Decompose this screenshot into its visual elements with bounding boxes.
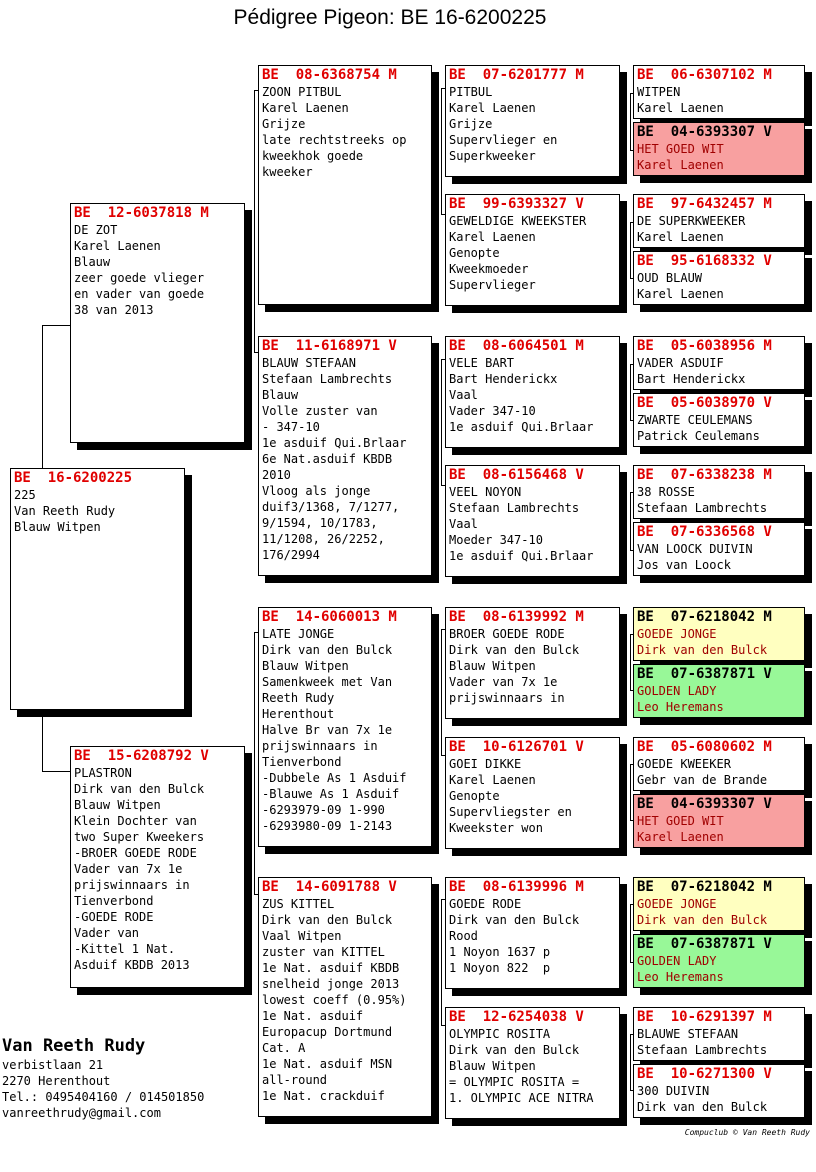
info-line: Blauw Witpen [262, 659, 349, 673]
ring-number: BE 12-6037818 M [74, 205, 209, 221]
info-line: 1e Nat. asduif [262, 1009, 364, 1023]
info-line: = OLYMPIC ROSITA = [449, 1075, 580, 1089]
info-line: Supervlieger [449, 278, 536, 292]
ring-number: BE 04-6393307 V [637, 796, 772, 812]
connector-line [42, 771, 70, 772]
ancestor-card [633, 1064, 805, 1118]
info-line: Vader van [74, 926, 140, 940]
info-line: Dirk van den Bulck [449, 913, 580, 927]
subject-pigeon-card [10, 468, 185, 710]
info-line: 2010 [262, 468, 291, 482]
info-line: -6293980-09 1-2143 [262, 819, 393, 833]
info-line: 9/1594, 10/1783, [262, 516, 378, 530]
info-line: Stefaan Lambrechts [449, 501, 580, 515]
info-line: Karel Laenen [262, 101, 349, 115]
info-line: Stefaan Lambrechts [637, 1043, 768, 1057]
info-line: en vader van goede [74, 287, 205, 301]
ring-number: BE 07-6218042 M [637, 879, 772, 895]
info-line: Tienverbond [74, 894, 154, 908]
ring-number: BE 07-6218042 M [637, 609, 772, 625]
info-line: Tienverbond [262, 755, 342, 769]
info-line: Moeder 347-10 [449, 533, 543, 547]
ring-number: BE 07-6387871 V [637, 666, 772, 682]
footer-credit: Compuclub © Van Reeth Rudy [684, 1128, 810, 1137]
info-line: ZWARTE CEULEMANS [637, 413, 753, 427]
info-line: Cat. A [262, 1041, 306, 1055]
info-line: kweekhok goede [262, 149, 364, 163]
ancestor-card [633, 393, 805, 447]
info-line: duif3/1368, 7/1277, [262, 500, 400, 514]
info-line: 1e Nat. crackduif [262, 1089, 385, 1103]
connector-line [630, 364, 631, 420]
info-line: prijswinnaars in [449, 691, 565, 705]
info-line: Karel Laenen [449, 773, 536, 787]
info-line: Vaal Witpen [262, 929, 342, 943]
ring-number: BE 07-6201777 M [449, 67, 584, 83]
info-line: Asduif KBDB 2013 [74, 958, 190, 972]
info-line: 176/2994 [262, 548, 320, 562]
ancestor-card [633, 336, 805, 390]
info-line: PLASTRON [74, 766, 132, 780]
info-line: DE ZOT [74, 223, 118, 237]
info-line: Dirk van den Bulck [262, 643, 393, 657]
info-line: Jos van Loock [637, 558, 731, 572]
info-line: DE SUPERKWEEKER [637, 214, 746, 228]
connector-line [441, 899, 442, 1025]
ring-number: BE 07-6387871 V [637, 936, 772, 952]
info-line: Leo Heremans [637, 700, 724, 714]
info-line: 38 van 2013 [74, 303, 154, 317]
connector-line [42, 325, 43, 469]
great-grandparent-card [445, 194, 620, 306]
grandparent-card [258, 65, 432, 305]
ancestor-card [633, 522, 805, 576]
info-line: 1 Noyon 822 p [449, 961, 551, 975]
info-line: GOLDEN LADY [637, 684, 717, 698]
info-line: Karel Laenen [637, 287, 724, 301]
info-line: 1e asduif Qui.Brlaar [262, 436, 407, 450]
page-title: Pédigree Pigeon: BE 16-6200225 [233, 6, 547, 29]
great-grandparent-card [445, 65, 620, 177]
connector-line [441, 88, 442, 214]
info-line: VADER ASDUIF [637, 356, 724, 370]
ring-number: BE 10-6291397 M [637, 1009, 772, 1025]
connector-line [441, 629, 442, 755]
info-line: HET GOED WIT [637, 814, 724, 828]
ring-number: BE 04-6393307 V [637, 124, 772, 140]
info-line: Europacup Dortmund [262, 1025, 393, 1039]
info-line: -GOEDE RODE [74, 910, 154, 924]
info-line: prijswinnaars in [262, 739, 378, 753]
info-line: OUD BLAUW [637, 271, 703, 285]
ancestor-card [633, 794, 805, 848]
info-line: Volle zuster van [262, 404, 378, 418]
info-line: HET GOED WIT [637, 142, 724, 156]
info-line: Karel Laenen [637, 830, 724, 844]
ring-number: BE 05-6038970 V [637, 395, 772, 411]
connector-line [630, 492, 631, 550]
info-line: Blauw [74, 255, 111, 269]
connector-line [254, 90, 255, 352]
info-line: Karel Laenen [637, 101, 724, 115]
info-line: 225 [14, 488, 36, 502]
info-line: BLAUWE STEFAAN [637, 1027, 739, 1041]
grandparent-card [258, 877, 432, 1117]
info-line: GOEDE RODE [449, 897, 522, 911]
info-line: zuster van KITTEL [262, 945, 385, 959]
info-line: Dirk van den Bulck [262, 913, 393, 927]
ring-number: BE 10-6126701 V [449, 739, 584, 755]
info-line: Karel Laenen [449, 230, 536, 244]
ring-number: BE 15-6208792 V [74, 748, 209, 764]
ring-number: BE 08-6064501 M [449, 338, 584, 354]
info-line: Stefaan Lambrechts [262, 372, 393, 386]
info-line: 1e Nat. asduif MSN [262, 1057, 393, 1071]
info-line: Klein Dochter van [74, 814, 197, 828]
connector-line [630, 222, 631, 278]
info-line: GOEDE KWEEKER [637, 757, 731, 771]
info-line: -Blauwe As 1 Asduif [262, 787, 400, 801]
ancestor-card [633, 737, 805, 791]
owner-name: Van Reeth Rudy [2, 1036, 146, 1056]
info-line: Reeth Rudy [262, 691, 335, 705]
info-line: GOEI DIKKE [449, 757, 522, 771]
info-line: Karel Laenen [74, 239, 161, 253]
ring-number: BE 99-6393327 V [449, 196, 584, 212]
grandparent-card [258, 607, 432, 847]
owner-city: 2270 Herenthout [2, 1074, 111, 1088]
info-line: Dirk van den Bulck [637, 1100, 768, 1114]
great-grandparent-card [445, 607, 620, 719]
connector-line [630, 634, 631, 690]
ring-number: BE 95-6168332 V [637, 253, 772, 269]
info-line: ZUS KITTEL [262, 897, 335, 911]
connector-line [630, 904, 631, 962]
owner-email: vanreethrudy@gmail.com [2, 1106, 161, 1120]
info-line: two Super Kweekers [74, 830, 205, 844]
info-line: BROER GOEDE RODE [449, 627, 565, 641]
info-line: BLAUW STEFAAN [262, 356, 356, 370]
info-line: Dirk van den Bulck [74, 782, 205, 796]
info-line: Kweekmoeder [449, 262, 529, 276]
info-line: Blauw [262, 388, 299, 402]
ancestor-card [633, 194, 805, 248]
info-line: kweeker [262, 165, 313, 179]
info-line: zeer goede vlieger [74, 271, 205, 285]
ancestor-card [633, 664, 805, 718]
info-line: GEWELDIGE KWEEKSTER [449, 214, 587, 228]
ring-number: BE 08-6139992 M [449, 609, 584, 625]
ring-number: BE 05-6080602 M [637, 739, 772, 755]
info-line: snelheid jonge 2013 [262, 977, 400, 991]
info-line: Samenkweek met Van [262, 675, 393, 689]
info-line: Vader van 7x 1e [449, 675, 558, 689]
great-grandparent-card [445, 465, 620, 577]
sire-card [70, 203, 245, 443]
info-line: Genopte [449, 789, 500, 803]
ancestor-card [633, 877, 805, 931]
info-line: Stefaan Lambrechts [637, 501, 768, 515]
great-grandparent-card [445, 336, 620, 448]
ancestor-card [633, 934, 805, 988]
info-line: Supervliegster en [449, 805, 572, 819]
info-line: Kweekster won [449, 821, 543, 835]
info-line: Dirk van den Bulck [449, 643, 580, 657]
info-line: PITBUL [449, 85, 493, 99]
ring-number: BE 06-6307102 M [637, 67, 772, 83]
info-line: Gebr van de Brande [637, 773, 768, 787]
great-grandparent-card [445, 877, 620, 989]
info-line: Patrick Ceulemans [637, 429, 760, 443]
ancestor-card [633, 122, 805, 176]
ring-number: BE 07-6336568 V [637, 524, 772, 540]
ring-number: BE 10-6271300 V [637, 1066, 772, 1082]
connector-line [441, 359, 442, 485]
info-line: Halve Br van 7x 1e [262, 723, 393, 737]
ancestor-card [633, 1007, 805, 1061]
info-line: Bart Henderickx [449, 372, 558, 386]
owner-address: verbistlaan 21 [2, 1058, 104, 1072]
ring-number: BE 12-6254038 V [449, 1009, 584, 1025]
connector-line [630, 764, 631, 820]
connector-line [42, 325, 70, 326]
info-line: Leo Heremans [637, 970, 724, 984]
grandparent-card [258, 336, 432, 576]
ring-number: BE 11-6168971 V [262, 338, 397, 354]
connector-line [42, 711, 43, 771]
info-line: Vaal [449, 517, 478, 531]
info-line: 1. OLYMPIC ACE NITRA [449, 1091, 594, 1105]
ring-number: BE 07-6338238 M [637, 467, 772, 483]
ring-number: BE 08-6368754 M [262, 67, 397, 83]
info-line: LATE JONGE [262, 627, 335, 641]
info-line: Rood [449, 929, 478, 943]
info-line: OLYMPIC ROSITA [449, 1027, 551, 1041]
info-line: GOEDE JONGE [637, 897, 717, 911]
info-line: Blauw Witpen [449, 1059, 536, 1073]
info-line: Karel Laenen [637, 230, 724, 244]
ancestor-card [633, 65, 805, 119]
info-line: Vaal [449, 388, 478, 402]
ring-number: BE 05-6038956 M [637, 338, 772, 354]
info-line: -Dubbele As 1 Asduif [262, 771, 407, 785]
connector-line [630, 1034, 631, 1090]
info-line: all-round [262, 1073, 328, 1087]
ancestor-card [633, 607, 805, 661]
info-line: Dirk van den Bulck [449, 1043, 580, 1057]
info-line: - 347-10 [262, 420, 320, 434]
info-line: Grijze [449, 117, 493, 131]
info-line: Vader van 7x 1e [74, 862, 183, 876]
info-line: Blauw Witpen [14, 520, 101, 534]
info-line: 11/1208, 26/2252, [262, 532, 385, 546]
info-line: Blauw Witpen [74, 798, 161, 812]
info-line: WITPEN [637, 85, 681, 99]
info-line: lowest coeff (0.95%) [262, 993, 407, 1007]
info-line: Herenthout [262, 707, 335, 721]
ring-number: BE 16-6200225 [14, 470, 133, 486]
info-line: Van Reeth Rudy [14, 504, 116, 518]
info-line: 300 DUIVIN [637, 1084, 710, 1098]
ring-number: BE 97-6432457 M [637, 196, 772, 212]
info-line: VAN LOOCK DUIVIN [637, 542, 753, 556]
ancestor-card [633, 251, 805, 305]
info-line: Karel Laenen [637, 158, 724, 172]
info-line: Karel Laenen [449, 101, 536, 115]
info-line: Dirk van den Bulck [637, 913, 768, 927]
info-line: Bart Henderickx [637, 372, 746, 386]
info-line: VEEL NOYON [449, 485, 522, 499]
ring-number: BE 08-6139996 M [449, 879, 584, 895]
info-line: -Kittel 1 Nat. [74, 942, 176, 956]
info-line: 1e asduif Qui.Brlaar [449, 549, 594, 563]
owner-phone: Tel.: 0495404160 / 014501850 [2, 1090, 205, 1104]
info-line: 1 Noyon 1637 p [449, 945, 551, 959]
ring-number: BE 14-6091788 V [262, 879, 397, 895]
info-line: GOEDE JONGE [637, 627, 717, 641]
info-line: ZOON PITBUL [262, 85, 342, 99]
great-grandparent-card [445, 737, 620, 849]
info-line: Dirk van den Bulck [637, 643, 768, 657]
great-grandparent-card [445, 1007, 620, 1119]
info-line: Blauw Witpen [449, 659, 536, 673]
info-line: 6e Nat.asduif KBDB [262, 452, 393, 466]
info-line: 1e Nat. asduif KBDB [262, 961, 400, 975]
info-line: 1e asduif Qui.Brlaar [449, 420, 594, 434]
info-line: GOLDEN LADY [637, 954, 717, 968]
connector-line [630, 93, 631, 150]
info-line: Vloog als jonge [262, 484, 371, 498]
info-line: Vader 347-10 [449, 404, 536, 418]
info-line: -BROER GOEDE RODE [74, 846, 197, 860]
info-line: Supervlieger en [449, 133, 558, 147]
ring-number: BE 14-6060013 M [262, 609, 397, 625]
ancestor-card [633, 465, 805, 519]
info-line: Grijze [262, 117, 306, 131]
connector-line [254, 632, 255, 894]
info-line: -6293979-09 1-990 [262, 803, 385, 817]
dam-card [70, 746, 245, 988]
info-line: Genopte [449, 246, 500, 260]
info-line: prijswinnaars in [74, 878, 190, 892]
info-line: late rechtstreeks op [262, 133, 407, 147]
info-line: 38 ROSSE [637, 485, 695, 499]
ring-number: BE 08-6156468 V [449, 467, 584, 483]
owner-block [2, 1035, 204, 1121]
info-line: VELE BART [449, 356, 515, 370]
info-line: Superkweeker [449, 149, 536, 163]
